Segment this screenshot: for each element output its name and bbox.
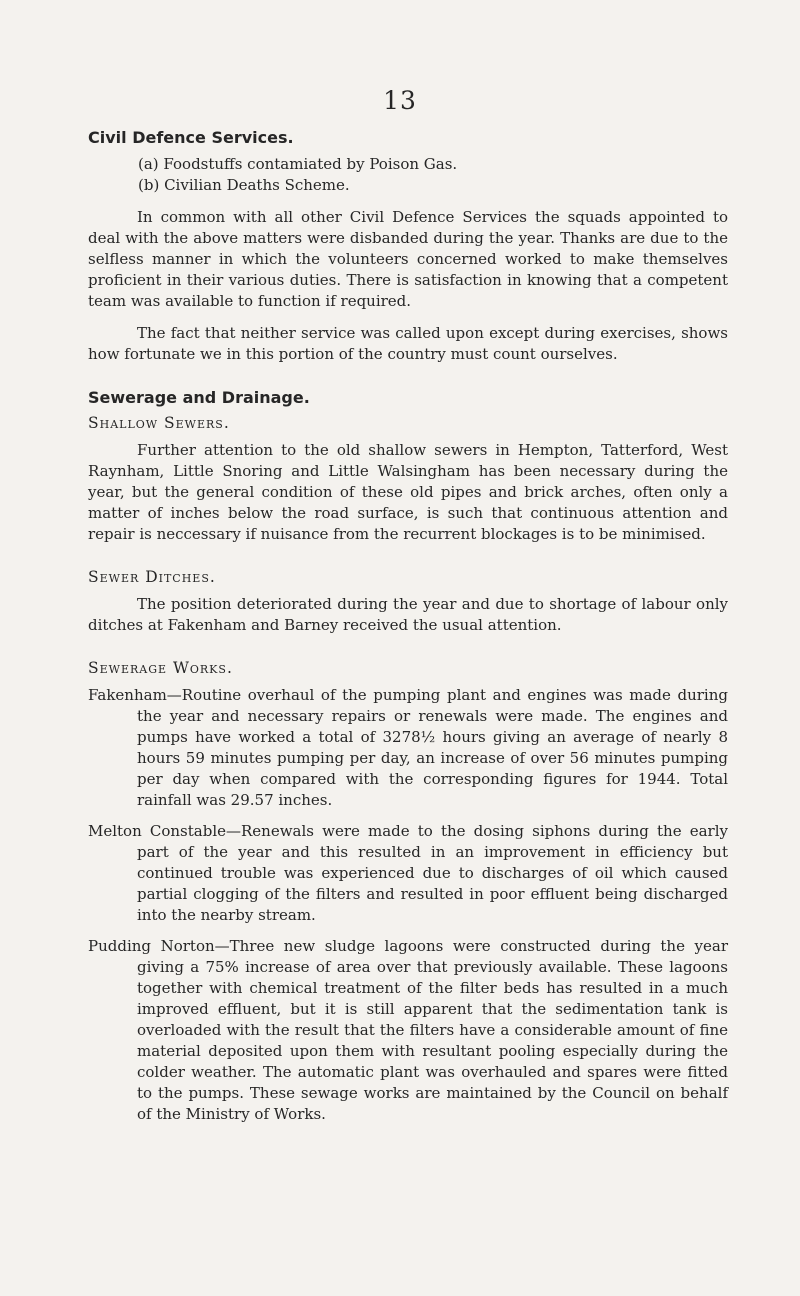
- list-item: (b) Civilian Deaths Scheme.: [138, 176, 350, 194]
- section-heading-sewerage: Sewerage and Drainage.: [88, 388, 310, 407]
- page-content: [88, 128, 728, 1135]
- paragraph: The fact that neither service was called upon except during exercises, shows how fortunate we in this portion of the country must count ourselves.: [88, 324, 728, 363]
- works-entry-melton-constable: Melton Constable—Renewals were made to the dosing siphons during the early part of the year and this resulted in an improvement in efficiency but continued trouble was experienced due to discharges of oil which caused partial clogging of the filters and resulted in poor effluent being discharged into the nearby stream.: [88, 822, 728, 924]
- list-item: (a) Foodstuffs contamiated by Poison Gas.: [138, 155, 458, 173]
- paragraph: The position deteriorated during the year and due to shortage of labour only ditches at Fakenham and Barney received the usual attention.: [88, 595, 728, 634]
- subheading-sewerage-works: Sewerage Works.: [88, 659, 233, 677]
- section-heading-civil-defence: Civil Defence Services.: [88, 128, 294, 147]
- works-entry-fakenham: Fakenham—Routine overhaul of the pumping plant and engines was made during the year and necessary repairs or renewals were made. The engines and pumps have worked a total of 3278½ hours giving an average of nearly 8 hours 59 minutes pumping per day, an increase of over 56 minutes pumping per day when compared with the corresponding figures for 1944. Total rainfall was 29.57 inches.: [88, 686, 728, 809]
- works-entry-pudding-norton: Pudding Norton—Three new sludge lagoons were constructed during the year giving a 75% increase of area over that previously available. These lagoons together with chemical treatment of the filter beds has resulted in a much improved effluent, but it is still apparent that the sedimentation tank is overloaded with the result that the filters have a considerable amount of fine material deposited upon them with resultant pooling especially during the colder weather. The automatic plant was overhauled and spares were fitted to the pumps. These sewage works are maintained by the Council on behalf of the Ministry of Works.: [88, 937, 728, 1123]
- subheading-sewer-ditches: Sewer Ditches.: [88, 568, 216, 586]
- page-number: 13: [383, 86, 417, 115]
- subheading-shallow-sewers: Shallow Sewers.: [88, 414, 230, 432]
- paragraph: Further attention to the old shallow sewers in Hempton, Tatterford, West Raynham, Little Snoring and Little Walsingham has been necessary during the year, but the general condition of these old pipes and brick arches, often only a matter of inches below the road surface, is such that continuous attention and repair is neccessary if nuisance from the recurrent blockages is to be minimised.: [88, 441, 728, 543]
- civil-defence-list: [138, 154, 728, 196]
- paragraph: In common with all other Civil Defence Services the squads appointed to deal with the above matters were disbanded during the year. Thanks are due to the selfless manner in which the volunteers concerned worked to make themselves proficient in their various duties. There is satisfaction in knowing that a competent team was available to function if required.: [88, 208, 728, 310]
